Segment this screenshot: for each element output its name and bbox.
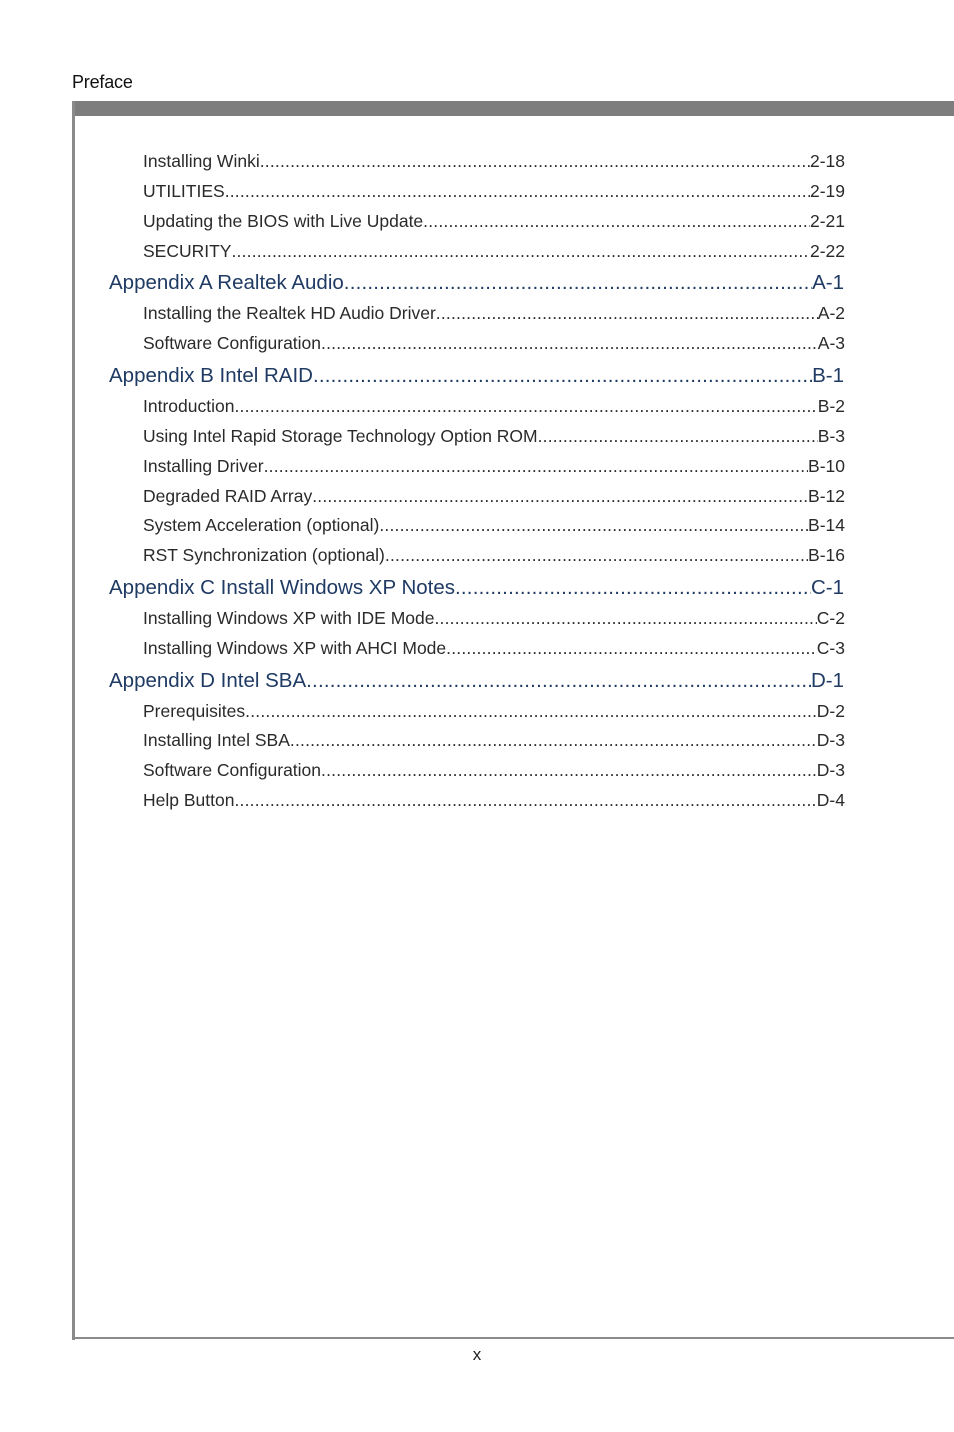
running-header: Preface [72, 72, 133, 92]
toc-appendix-title: Appendix B Intel RAID [109, 364, 313, 387]
toc-entry-page: A-3 [817, 333, 845, 353]
dot-leader [231, 241, 809, 262]
toc-entry-page: B-2 [817, 396, 845, 416]
toc-entry-title: Installing Windows XP with AHCI Mode [143, 638, 447, 658]
toc-entry-page: 2-18 [809, 151, 845, 171]
toc-appendix-entry[interactable] [109, 669, 844, 693]
dot-leader [234, 790, 816, 811]
dot-leader [538, 426, 818, 447]
toc-entry-page: B-3 [817, 426, 845, 446]
toc-entry-title: Software Configuration [143, 333, 322, 353]
dot-leader [234, 396, 817, 417]
dot-leader [446, 638, 817, 659]
toc-entry-page: B-16 [808, 545, 845, 565]
toc-entry[interactable] [143, 333, 845, 354]
dot-leader [321, 333, 818, 354]
toc-entry-page: D-4 [816, 790, 845, 810]
toc-appendix-page: D-1 [810, 669, 844, 692]
toc-entry-page: B-12 [808, 486, 845, 506]
dot-leader [434, 608, 816, 629]
toc-entry[interactable] [143, 545, 845, 566]
toc-entry[interactable] [143, 456, 845, 477]
toc-entry-title: Help Button [143, 790, 235, 810]
toc-appendix-entry[interactable] [109, 271, 844, 295]
toc-appendix-title: Appendix D Intel SBA [109, 669, 307, 692]
toc-appendix-entry[interactable] [109, 576, 844, 600]
dot-leader [321, 760, 817, 781]
toc-entry-page: D-3 [816, 760, 845, 780]
dot-leader [436, 303, 818, 324]
toc-entry[interactable] [143, 241, 845, 262]
toc-entry-title: Introduction [143, 396, 235, 416]
toc-entry-page: A-2 [817, 303, 845, 323]
toc-entry-title: UTILITIES [143, 181, 225, 201]
toc-entry[interactable] [143, 151, 845, 172]
toc-entry-title: Updating the BIOS with Live Update [143, 211, 424, 231]
toc-entry[interactable] [143, 303, 845, 324]
toc-entry[interactable] [143, 426, 845, 447]
toc-entry-title: SECURITY [143, 241, 232, 261]
toc-entry[interactable] [143, 486, 845, 507]
toc-appendix-page: C-1 [810, 576, 844, 599]
dot-leader [260, 151, 810, 172]
toc-entry[interactable] [143, 701, 845, 722]
toc-entry-title: System Acceleration (optional) [143, 515, 380, 535]
dot-leader [306, 669, 811, 693]
toc-entry[interactable] [143, 515, 845, 536]
dot-leader [455, 576, 811, 600]
page-number: x [472, 1345, 482, 1364]
dot-leader [344, 271, 812, 295]
toc-entry-page: C-2 [816, 608, 845, 628]
toc-entry-page: 2-21 [809, 211, 845, 231]
toc-entry-title: Installing the Realtek HD Audio Driver [143, 303, 436, 323]
dot-leader [290, 730, 817, 751]
toc-entry[interactable] [143, 730, 845, 751]
dot-leader [225, 181, 810, 202]
toc-entry-title: Software Configuration [143, 760, 322, 780]
toc-entry[interactable] [143, 211, 845, 232]
toc-appendix-page: A-1 [812, 271, 844, 294]
toc-entry-title: Installing Windows XP with IDE Mode [143, 608, 435, 628]
dot-leader [312, 486, 808, 507]
toc-appendix-title: Appendix A Realtek Audio [109, 271, 344, 294]
toc-entry[interactable] [143, 181, 845, 202]
toc-entry[interactable] [143, 638, 845, 659]
dot-leader [313, 364, 812, 388]
toc-entry-title: Installing Winki [143, 151, 260, 171]
toc-entry-title: Prerequisites [143, 701, 246, 721]
toc-entry[interactable] [143, 760, 845, 781]
toc-appendix-entry[interactable] [109, 364, 844, 388]
dot-leader [379, 515, 808, 536]
toc-entry[interactable] [143, 396, 845, 417]
toc-entry-page: D-2 [816, 701, 845, 721]
toc-entry-title: Installing Driver [143, 456, 264, 476]
toc-entry[interactable] [143, 608, 845, 629]
toc-entry-title: Installing Intel SBA [143, 730, 290, 750]
toc-entry-page: B-10 [808, 456, 845, 476]
toc-appendix-title: Appendix C Install Windows XP Notes [109, 576, 456, 599]
toc-entry-page: C-3 [816, 638, 845, 658]
toc-entry-title: Using Intel Rapid Storage Technology Option ROM [143, 426, 538, 446]
dot-leader [385, 545, 808, 566]
dot-leader [245, 701, 817, 722]
toc-entry-page: B-14 [808, 515, 845, 535]
toc-entry-title: RST Synchronization (optional) [143, 545, 385, 565]
dot-leader [264, 456, 808, 477]
toc-entry-page: D-3 [816, 730, 845, 750]
toc-entry-page: 2-22 [809, 241, 845, 261]
toc-appendix-page: B-1 [812, 364, 844, 387]
toc-entry-page: 2-19 [809, 181, 845, 201]
dot-leader [423, 211, 810, 232]
toc-entry-title: Degraded RAID Array [143, 486, 313, 506]
toc-entry[interactable] [143, 790, 845, 811]
